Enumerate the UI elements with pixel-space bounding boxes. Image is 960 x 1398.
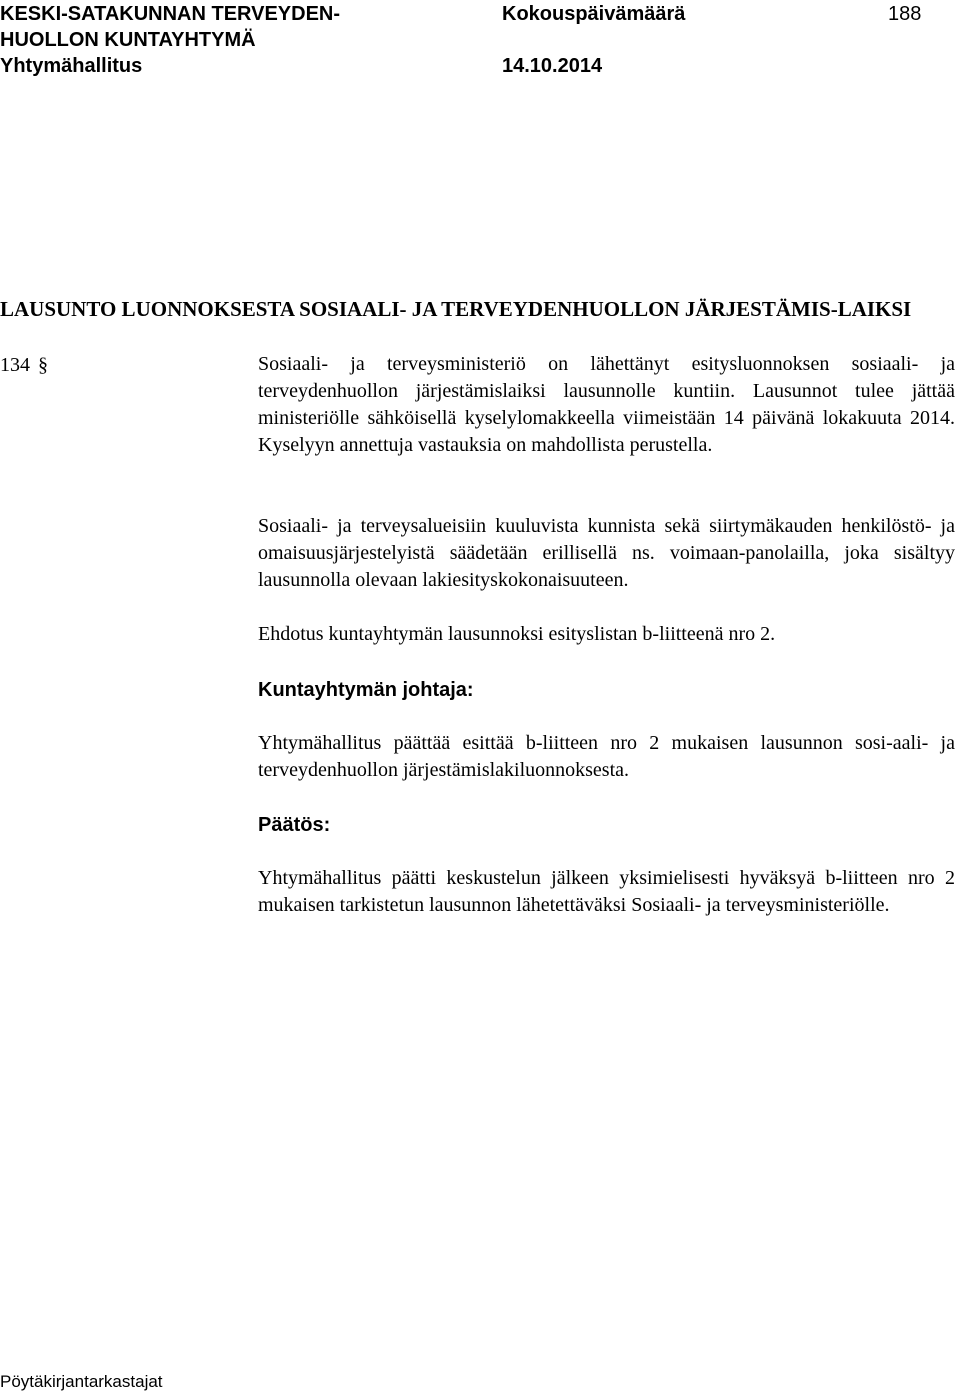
page-number: 188 [888,3,922,25]
decision-text: Yhtymähallitus päätti keskustelun jälkeen yksimielisesti hyväksyä b-liitteen nro 2 mukaisen tarkistetun lausunnon lähetettäväksi Sosiaali- ja terveysministeriölle. [258,867,955,916]
proposal-heading: Kuntayhtymän johtaja: [258,679,474,701]
organization-name-line2: HUOLLON KUNTAYHTYMÄ [0,29,256,51]
paragraph-transition-act: Sosiaali- ja terveysalueisiin kuuluvista kunnista sekä siirtymäkauden henkilöstö- ja omaisuusjärjestelyistä säädetään erillisellä ns. voimaan-panolailla, joka sisältyy lausunnolla olevaan lakiesityskokonaisuuteen. [258,515,955,591]
decision-heading: Päätös: [258,814,331,836]
section-symbol: § [38,354,48,376]
organization-name-line1: KESKI-SATAKUNNAN TERVEYDEN- [0,3,341,25]
minutes-checkers-label: Pöytäkirjantarkastajat [0,1372,163,1391]
section-number [0,351,48,379]
paragraph-background: Sosiaali- ja terveysministeriö on lähettänyt esitysluonnoksen sosiaali- ja terveydenhuollon järjestämislaiksi lausunnolle kuntiin. Lausunnot tulee jättää ministeriölle sähköisellä kyselylomakkeella viimeistään 14 päivänä lokakuuta 2014. Kyselyyn annettuja vastauksia on mahdollista perustella. [258,353,955,456]
document-title: LAUSUNTO LUONNOKSESTA SOSIAALI- JA TERVEYDENHUOLLON JÄRJESTÄMIS-LAIKSI [0,297,912,321]
paragraph-proposal-note: Ehdotus kuntayhtymän lausunnoksi esityslistan b-liitteenä nro 2. [258,623,776,645]
proposal-text: Yhtymähallitus päättää esittää b-liitteen nro 2 mukaisen lausunnon sosi-aali- ja terveydenhuollon järjestämislakiluonnoksesta. [258,732,955,781]
meeting-date-value: 14.10.2014 [502,55,603,77]
meeting-date-label: Kokouspäivämäärä [502,3,686,25]
meeting-body-name: Yhtymähallitus [0,55,143,77]
section-number-value: 134 [0,354,30,376]
